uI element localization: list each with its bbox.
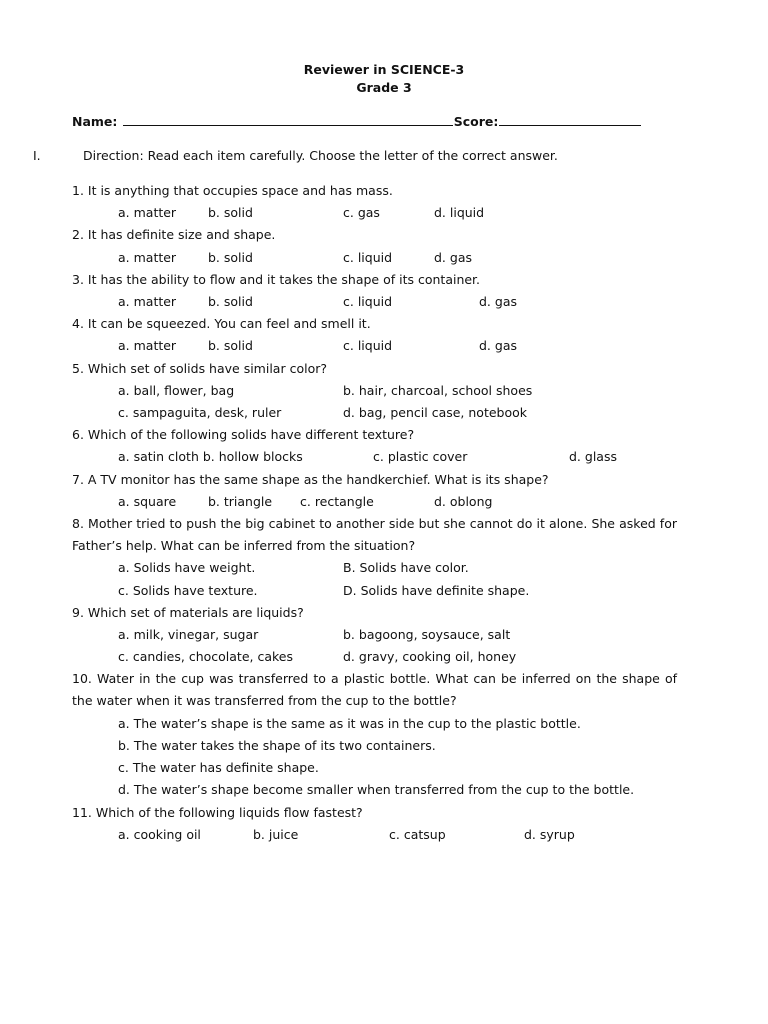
options-row	[72, 446, 677, 468]
section-number: I.	[33, 148, 41, 163]
option-a: a. cooking oil	[118, 826, 201, 842]
option-d: d. The water’s shape become smaller when transferred from the cup to the bottle.	[118, 782, 635, 798]
options-row	[72, 557, 677, 579]
question-11: 11. Which of the following liquids flow fastest?	[72, 804, 363, 820]
direction-text: Direction: Read each item carefully. Choose the letter of the correct answer.	[83, 148, 558, 163]
option-d: d. syrup	[524, 826, 575, 842]
question-8: 8. Mother tried to push the big cabinet to another side but she cannot do it alone. She asked for Father’s help. What can be inferred from the situation?	[72, 515, 677, 554]
option-b: b. triangle	[208, 493, 273, 509]
option-b: b. solid	[208, 249, 253, 265]
option-c: c. liquid	[343, 293, 393, 309]
option-d: d. gas	[479, 293, 517, 309]
option-a: a. matter	[118, 293, 177, 309]
option-c: c. The water has definite shape.	[118, 760, 319, 776]
question-4: 4. It can be squeezed. You can feel and smell it.	[72, 316, 371, 332]
question-10: 10. Water in the cup was transferred to a plastic bottle. What can be inferred on the shape of the water when it was transferred from the cup to the bottle?	[72, 671, 677, 709]
option-a: a. matter	[118, 338, 177, 354]
option-d: d. gas	[479, 338, 517, 354]
options-row	[72, 646, 677, 668]
option-d: d. glass	[569, 449, 617, 465]
question-1: 1. It is anything that occupies space and has mass.	[72, 183, 393, 198]
option-d: D. Solids have definite shape.	[343, 582, 530, 598]
option-a-b: a. satin cloth b. hollow blocks	[118, 449, 303, 465]
option-c: c. plastic cover	[373, 449, 468, 465]
question-3: 3. It has the ability to flow and it takes the shape of its container.	[72, 271, 481, 287]
option-a: a. milk, vinegar, sugar	[118, 626, 259, 642]
option-b: b. solid	[208, 293, 253, 309]
page-title: Reviewer in SCIENCE-3	[303, 62, 465, 77]
option-d: d. gravy, cooking oil, honey	[343, 649, 517, 665]
options-row	[72, 580, 677, 602]
option-c: c. rectangle	[300, 493, 374, 509]
option-b: b. solid	[208, 205, 253, 221]
option-c: c. candies, chocolate, cakes	[118, 649, 293, 665]
options-row	[72, 202, 677, 224]
score-blank[interactable]	[499, 114, 641, 126]
name-label: Name:	[72, 114, 118, 129]
page-subtitle: Grade 3	[356, 80, 412, 95]
name-blank[interactable]	[123, 114, 453, 126]
options-row	[72, 380, 677, 402]
options-row	[72, 491, 677, 513]
options-row	[72, 624, 677, 646]
question-9: 9. Which set of materials are liquids?	[72, 604, 304, 620]
option-c: c. gas	[343, 205, 380, 221]
option-d: d. liquid	[434, 205, 485, 221]
score-label: Score:	[453, 114, 499, 129]
question-6: 6. Which of the following solids have different texture?	[72, 427, 415, 443]
question-7: 7. A TV monitor has the same shape as the handkerchief. What is its shape?	[72, 471, 549, 487]
question-5: 5. Which set of solids have similar color?	[72, 360, 327, 376]
option-a: a. Solids have weight.	[118, 560, 256, 576]
option-c: c. liquid	[343, 338, 393, 354]
option-b: b. hair, charcoal, school shoes	[343, 382, 533, 398]
options-row	[72, 824, 677, 846]
option-b: b. The water takes the shape of its two containers.	[118, 737, 436, 753]
options-row	[72, 335, 677, 357]
question-2: 2. It has definite size and shape.	[72, 227, 276, 243]
option-c: c. catsup	[389, 826, 446, 842]
option-c: c. liquid	[343, 249, 393, 265]
option-c: c. sampaguita, desk, ruler	[118, 404, 282, 420]
option-b: b. juice	[253, 826, 299, 842]
options-row	[72, 291, 677, 313]
option-d: d. bag, pencil case, notebook	[343, 404, 528, 420]
options-row	[72, 247, 677, 269]
option-a: a. matter	[118, 205, 177, 221]
option-a: a. square	[118, 493, 177, 509]
options-row	[72, 402, 677, 424]
option-d: d. gas	[434, 249, 472, 265]
question-list	[72, 180, 677, 846]
option-c: c. Solids have texture.	[118, 582, 258, 598]
option-d: d. oblong	[434, 493, 493, 509]
option-a: a. The water’s shape is the same as it was in the cup to the plastic bottle.	[118, 715, 581, 731]
name-score-row	[72, 114, 672, 129]
option-b: B. Solids have color.	[343, 560, 469, 576]
option-a: a. matter	[118, 249, 177, 265]
option-b: b. bagoong, soysauce, salt	[343, 626, 511, 642]
option-b: b. solid	[208, 338, 253, 354]
option-a: a. ball, flower, bag	[118, 382, 235, 398]
